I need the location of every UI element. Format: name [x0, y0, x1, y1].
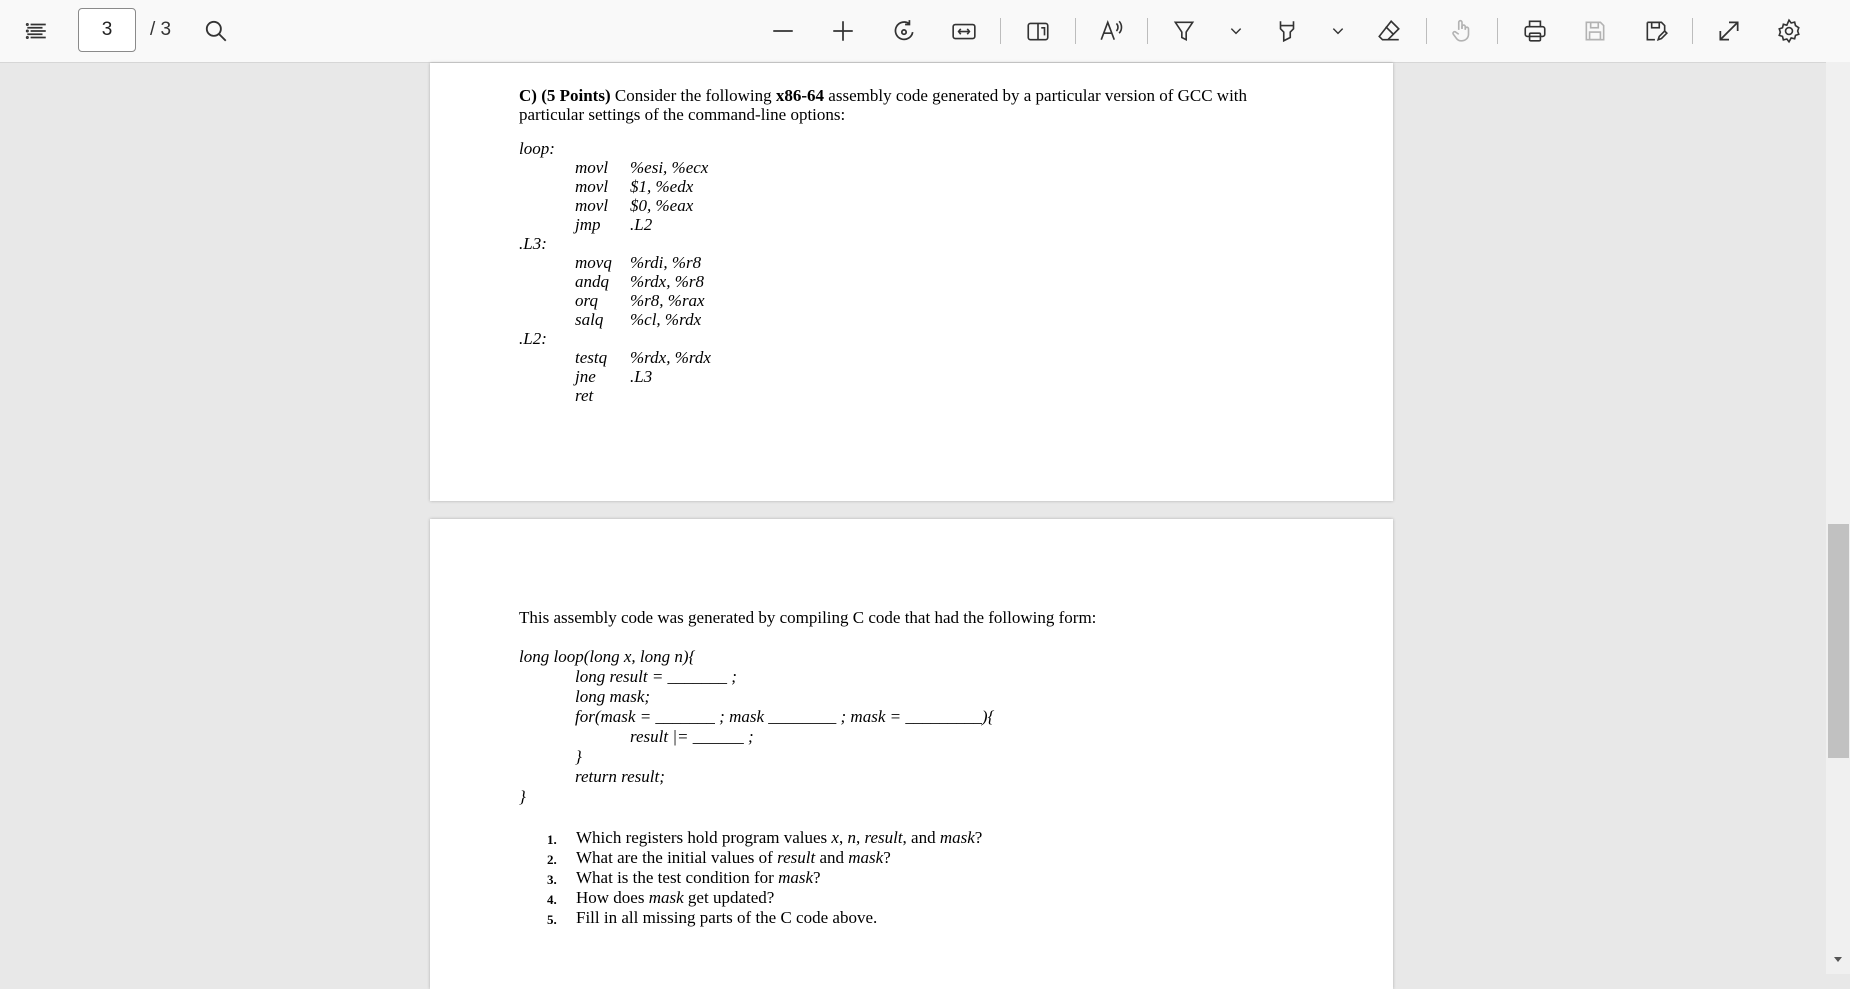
- asm-instruction: jne: [575, 367, 596, 386]
- asm-operands: $1, %edx: [630, 177, 694, 196]
- code-line: long result = _______ ;: [575, 667, 737, 686]
- asm-label: loop:: [519, 139, 555, 158]
- fullscreen-icon[interactable]: [1709, 11, 1749, 51]
- asm-instruction: movl: [575, 177, 609, 196]
- highlight-icon[interactable]: [1267, 11, 1307, 51]
- pdf-page: [430, 519, 1393, 989]
- asm-operands: %rdi, %r8: [630, 253, 702, 272]
- asm-operands: %rdx, %rdx: [630, 348, 711, 367]
- code-line: long loop(long x, long n){: [519, 647, 696, 666]
- code-line: for(mask = _______ ; mask ________ ; mask = _________){: [575, 707, 995, 726]
- asm-operands: %cl, %rdx: [630, 310, 702, 329]
- code-line: result |= ______ ;: [630, 727, 754, 746]
- scroll-down-arrow[interactable]: [1831, 952, 1845, 966]
- asm-operands: .L2: [630, 215, 653, 234]
- zoom-in-icon[interactable]: [823, 11, 863, 51]
- asm-label: .L3:: [519, 234, 547, 253]
- page-total: / 3: [150, 19, 172, 40]
- asm-instruction: jmp: [575, 215, 601, 234]
- asm-instruction: movl: [575, 158, 609, 177]
- asm-instruction: orq: [575, 291, 598, 310]
- read-aloud-icon[interactable]: [1091, 11, 1131, 51]
- question-item: How does mask get updated?: [576, 888, 775, 907]
- question-item: What are the initial values of result and mask?: [576, 848, 891, 867]
- chevron-down-icon[interactable]: [1216, 11, 1256, 51]
- asm-instruction: testq: [575, 348, 608, 367]
- code-line: }: [575, 747, 582, 766]
- asm-instruction: ret: [575, 386, 594, 405]
- asm-instruction: movq: [575, 253, 612, 272]
- scrollbar-thumb[interactable]: [1828, 524, 1849, 758]
- question-number: 1.: [547, 832, 557, 847]
- question-c-text: C) (5 Points) Consider the following x86-64 assembly code generated by a particular version of GCC with: [519, 86, 1248, 105]
- save-icon[interactable]: [1575, 11, 1615, 51]
- asm-instruction: andq: [575, 272, 609, 291]
- rotate-icon[interactable]: [884, 11, 924, 51]
- asm-operands: %r8, %rax: [630, 291, 705, 310]
- zoom-out-icon[interactable]: [763, 11, 803, 51]
- question-item: What is the test condition for mask?: [576, 868, 821, 887]
- settings-icon[interactable]: [1769, 11, 1809, 51]
- touch-icon[interactable]: [1442, 11, 1482, 51]
- question-item: Which registers hold program values x, n, result, and mask?: [576, 828, 983, 847]
- code-line: }: [519, 787, 526, 806]
- question-c-text-cont: particular settings of the command-line options:: [519, 105, 846, 124]
- code-line: return result;: [575, 767, 665, 786]
- asm-operands: .L3: [630, 367, 653, 386]
- asm-label: .L2:: [519, 329, 547, 348]
- asm-instruction: salq: [575, 310, 604, 329]
- scrollbar-track[interactable]: [1826, 62, 1850, 974]
- question-number: 4.: [547, 892, 557, 907]
- save-as-icon[interactable]: [1636, 11, 1676, 51]
- fit-width-icon[interactable]: [944, 11, 984, 51]
- pdf-toolbar: [0, 0, 1850, 63]
- asm-operands: $0, %eax: [630, 196, 694, 215]
- page-number-input[interactable]: 3: [78, 8, 136, 52]
- search-icon[interactable]: [196, 11, 236, 51]
- draw-icon[interactable]: [1164, 11, 1204, 51]
- chevron-down-icon[interactable]: [1318, 11, 1358, 51]
- question-number: 2.: [547, 852, 557, 867]
- asm-operands: %rdx, %r8: [630, 272, 704, 291]
- question-number: 3.: [547, 872, 557, 887]
- contents-icon[interactable]: [16, 11, 56, 51]
- eraser-icon[interactable]: [1369, 11, 1409, 51]
- intro-text: This assembly code was generated by compiling C code that had the following form:: [519, 608, 1097, 627]
- question-number: 5.: [547, 912, 557, 927]
- asm-operands: %esi, %ecx: [630, 158, 709, 177]
- asm-instruction: movl: [575, 196, 609, 215]
- question-item: Fill in all missing parts of the C code above.: [576, 908, 878, 927]
- page-view-icon[interactable]: [1018, 11, 1058, 51]
- print-icon[interactable]: [1515, 11, 1555, 51]
- code-line: long mask;: [575, 687, 651, 706]
- pdf-page: [430, 63, 1393, 501]
